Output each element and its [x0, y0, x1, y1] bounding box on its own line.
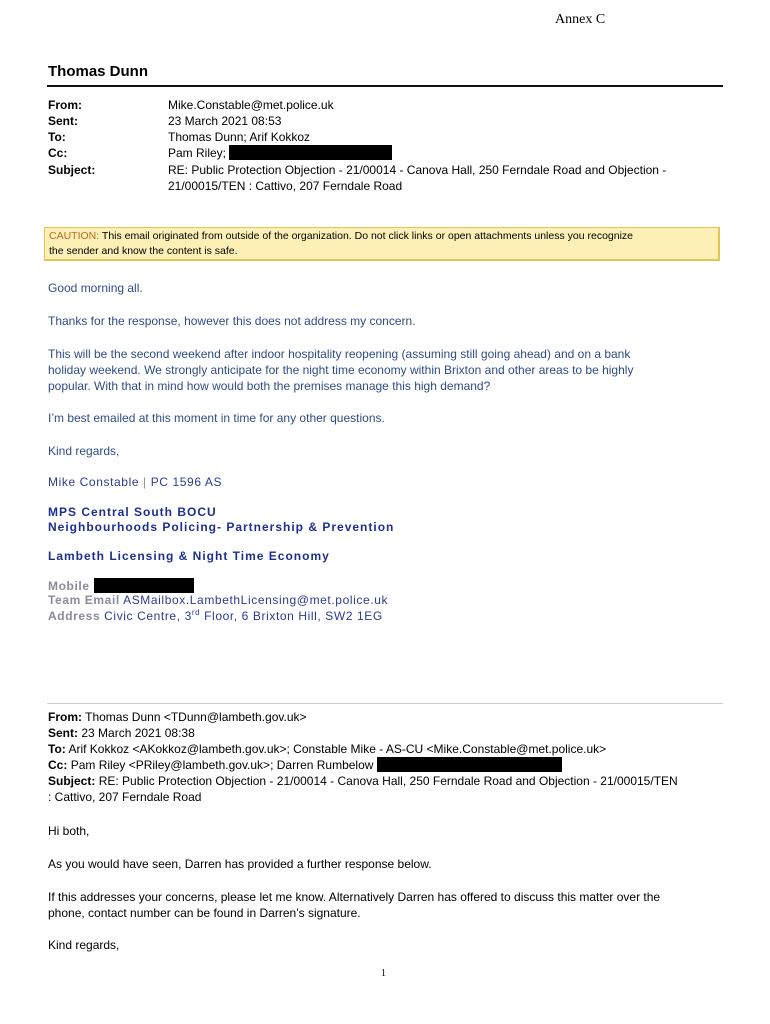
address-line [48, 608, 383, 623]
page-number: 1 [381, 968, 386, 979]
email2-from-label: From: [48, 710, 82, 724]
paragraph-1: Thanks for the response, however this does not address my concern. [48, 314, 416, 328]
address-superscript: rd [191, 608, 201, 617]
header-rule [47, 85, 723, 87]
caution-tag: CAUTION: [49, 230, 100, 242]
paragraph-2-line-3: popular. With that in mind how would both the premises manage this high demand? [48, 379, 491, 393]
team-email-label: Team Email [48, 593, 120, 607]
email2-sent-value: 23 March 2021 08:38 [81, 726, 195, 740]
signature-unit-2: Neighbourhoods Policing- Partnership & Prevention [48, 520, 395, 534]
redaction-block [377, 757, 562, 772]
email2-subject-line-1: RE: Public Protection Objection - 21/00014 - Canova Hall, 250 Ferndale Road and Objection - 21/00015/TEN [98, 774, 678, 788]
email2-header [48, 709, 728, 805]
email2-to-row [48, 741, 728, 757]
email2-subject-row [48, 773, 728, 789]
greeting: Good morning all. [48, 281, 143, 295]
email2-paragraph-2 [48, 889, 728, 921]
email2-sent-row [48, 725, 728, 741]
cc-label: Cc: [48, 146, 68, 160]
paragraph-3: I’m best emailed at this moment in time for any other questions. [48, 411, 385, 425]
sent-value: 23 March 2021 08:53 [168, 114, 282, 128]
caution-text-1: This email originated from outside of the organization. Do not click links or open attachments unless you recognize [99, 230, 634, 242]
caution-banner [44, 227, 720, 261]
subject-line-1: RE: Public Protection Objection - 21/00014 - Canova Hall, 250 Ferndale Road and Objection - [168, 163, 667, 177]
caution-text-2: the sender and know the content is safe. [49, 245, 238, 257]
redaction-block [229, 145, 392, 160]
paragraph-2 [48, 346, 728, 394]
mailbox-owner-name: Thomas Dunn [48, 63, 148, 80]
email2-sent-label: Sent: [48, 726, 78, 740]
signature-unit-1: MPS Central South BOCU [48, 505, 217, 519]
email2-to-value: Arif Kokkoz <AKokkoz@lambeth.gov.uk>; Constable Mike - AS-CU <Mike.Constable@met.police.uk> [68, 742, 607, 756]
email2-subject-line-2: : Cattivo, 207 Ferndale Road [48, 790, 202, 804]
address-value [104, 609, 383, 623]
email2-cc-row [48, 757, 728, 773]
email2-signoff: Kind regards, [48, 938, 120, 952]
from-value: Mike.Constable@met.police.uk [168, 98, 334, 112]
email2-paragraph-2-line-2: phone, contact number can be found in Darren’s signature. [48, 906, 361, 920]
team-email-line [48, 593, 388, 607]
email2-subject-label: Subject: [48, 774, 96, 788]
mobile-label: Mobile [48, 579, 90, 593]
email2-from-row [48, 709, 728, 725]
sent-label: Sent: [48, 114, 78, 128]
to-label: To: [48, 130, 66, 144]
email2-paragraph-1: As you would have seen, Darren has provided a further response below. [48, 857, 432, 871]
email-header [48, 97, 748, 197]
signature-name: Mike Constable [48, 475, 140, 489]
subject-line-2: 21/00015/TEN : Cattivo, 207 Ferndale Road [168, 179, 403, 193]
paragraph-2-line-1: This will be the second weekend after indoor hospitality reopening (assuming still going ahead) and on a bank [48, 347, 631, 361]
address-part-2: Floor, 6 Brixton Hill, SW2 1EG [200, 609, 383, 623]
to-value: Thomas Dunn; Arif Kokkoz [168, 130, 311, 144]
cc-value: Pam Riley; [168, 146, 227, 160]
redaction-block [94, 578, 194, 593]
email2-from-value: Thomas Dunn <TDunn@lambeth.gov.uk> [85, 710, 307, 724]
team-email-link[interactable]: ASMailbox.LambethLicensing@met.police.uk [123, 593, 389, 607]
address-label: Address [48, 609, 101, 623]
subject-label: Subject: [48, 163, 96, 177]
message-divider [47, 703, 723, 704]
signature-unit-3: Lambeth Licensing & Night Time Economy [48, 549, 330, 563]
email2-paragraph-2-line-1: If this addresses your concerns, please let me know. Alternatively Darren has offered to discuss this matter over the [48, 890, 661, 904]
email2-to-label: To: [48, 742, 66, 756]
email2-cc-label: Cc: [48, 758, 68, 772]
annex-label: Annex C [555, 12, 606, 27]
from-label: From: [48, 98, 82, 112]
email2-greeting: Hi both, [48, 824, 90, 838]
signature-rank: PC 1596 AS [150, 475, 223, 489]
email2-cc-value: Pam Riley <PRiley@lambeth.gov.uk>; Darren Rumbelow [70, 758, 374, 772]
mobile-line [48, 578, 194, 593]
signature-separator: | [143, 475, 147, 489]
address-part-1: Civic Centre, 3 [104, 609, 192, 623]
paragraph-2-line-2: holiday weekend. We strongly anticipate for the night time economy within Brixton and other areas to be highly [48, 363, 634, 377]
signature-name-line [48, 475, 222, 489]
signoff: Kind regards, [48, 444, 120, 458]
